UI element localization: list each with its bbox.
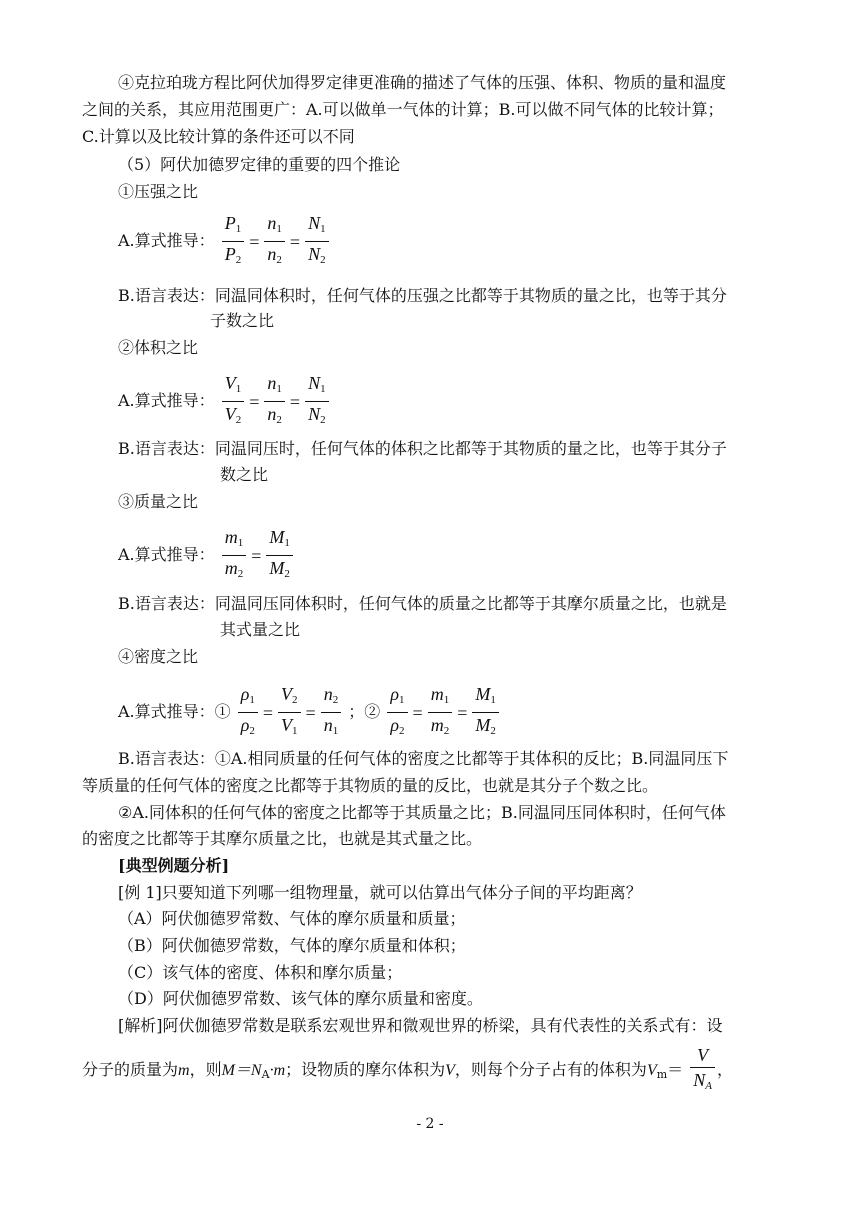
language-expression: 的密度之比都等于其摩尔质量之比，也就是其式量之比。: [82, 829, 483, 848]
subsection-title: ④密度之比: [118, 647, 199, 666]
example-heading: [典型例题分析]: [118, 856, 230, 875]
subsection-title: ①压强之比: [118, 182, 199, 201]
language-expression: B.语言表达：同温同压同体积时，任何气体的质量之比都等于其摩尔质量之比，也就是: [118, 594, 727, 613]
language-expression: B.语言表达：①A.相同质量的任何气体的密度之比都等于其体积的反比；B.同温同压下: [118, 749, 729, 768]
volume-ratio-formula: $\frac{V_1}{V_2}$ = $\frac{n_1}{n_2}$ = $\frac{N_1}{N_2}$: [220, 372, 331, 431]
density-ratio-formula-1: $\frac{\rho_1}{\rho_2}$ = $\frac{V_2}{V_1}$ = $\frac{n_2}{n_1}$: [236, 683, 343, 742]
option-d: （D）阿伏伽德罗常数、该气体的摩尔质量和密度。: [118, 989, 483, 1008]
language-expression: B.语言表达：同温同压时，任何气体的体积之比都等于其物质的量之比，也等于其分子: [118, 439, 727, 458]
formula-row-density: [118, 683, 501, 742]
page-number: - 2 -: [416, 1116, 444, 1132]
language-expression: B.语言表达：同温同体积时，任何气体的压强之比都等于其物质的量之比，也等于其分: [118, 286, 727, 305]
analysis-text: [解析]阿伏伽德罗常数是联系宏观世界和微观世界的桥梁，具有代表性的关系式有：设: [118, 1016, 723, 1035]
density-ratio-formula-2: $\frac{\rho_1}{\rho_2}$ = $\frac{m_1}{m_2}$ = $\frac{M_1}{M_2}$: [385, 683, 500, 742]
language-expression: ②A.同体积的任何气体的密度之比都等于其质量之比；B.同温同压同体积时，任何气体: [118, 803, 726, 822]
molecular-volume-formula: $\frac{V}{NA}$: [688, 1044, 717, 1097]
language-expression: 其式量之比: [220, 620, 301, 639]
paragraph-line: C.计算以及比较计算的条件还可以不同: [82, 127, 355, 146]
option-a: （A）阿伏伽德罗常数、气体的摩尔质量和质量；: [118, 909, 466, 928]
option-c: （C）该气体的密度、体积和摩尔质量；: [118, 963, 403, 982]
formula-row-mass: [118, 526, 295, 585]
formula-label: A.算式推导：: [118, 391, 215, 410]
subsection-title: ②体积之比: [118, 338, 199, 357]
formula-label: A.算式推导：: [118, 231, 215, 250]
formula-separator: ；②: [348, 702, 381, 721]
subsection-title: ③质量之比: [118, 492, 199, 511]
paragraph-line: ④克拉珀珑方程比阿伏加得罗定律更准确的描述了气体的压强、体积、物质的量和温度: [118, 73, 727, 92]
formula-row-pressure: [118, 212, 331, 271]
example-question: [例 1]只要知道下列哪一组物理量，就可以估算出气体分子间的平均距离？: [118, 883, 642, 902]
formula-row-volume: [118, 372, 331, 431]
formula-label: A.算式推导：: [118, 545, 215, 564]
language-expression: 等质量的任何气体的密度之比都等于其物质的量的反比，也就是其分子个数之比。: [82, 776, 659, 795]
section-title: （5）阿伏加德罗定律的重要的四个推论: [118, 155, 401, 174]
analysis-text-formula-line: 分子的质量为m，则$M=N_A\cdot m$；设物质的摩尔体积为V，则每个分子占有的体积为$V_m=$ $\frac{V}{NA}$ ，: [82, 1044, 733, 1100]
mass-ratio-formula: $\frac{m_1}{m_2}$ = $\frac{M_1}{M_2}$: [220, 526, 295, 585]
language-expression: 数之比: [220, 465, 269, 484]
pressure-ratio-formula: $\frac{P_1}{P_2}$ = $\frac{n_1}{n_2}$ = $\frac{N_1}{N_2}$: [220, 212, 331, 271]
language-expression: 子数之比: [210, 311, 275, 330]
formula-label: A.算式推导：①: [118, 702, 231, 721]
paragraph-line: 之间的关系，其应用范围更广：A.可以做单一气体的计算；B.可以做不同气体的比较计算；: [82, 100, 724, 119]
option-b: （B）阿伏伽德罗常数，气体的摩尔质量和体积；: [118, 936, 466, 955]
